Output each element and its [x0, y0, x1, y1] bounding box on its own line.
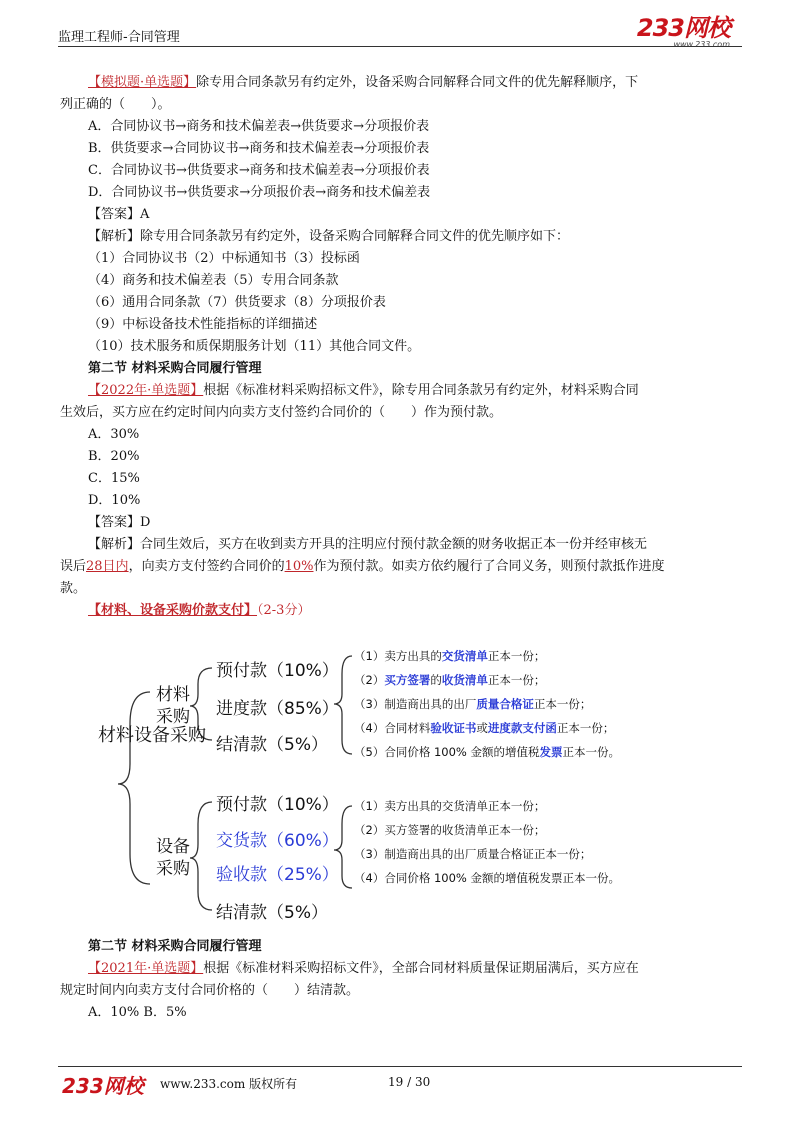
highlight-percent: 10% — [284, 559, 314, 574]
equipment-doc: （4）合同价格 100% 金额的增值税发票正本一份。 — [354, 871, 621, 885]
q1-option-b: B．供货要求→合同协议书→商务和技术偏差表→分项报价表 — [88, 141, 430, 156]
equipment-item: 结清款（5%） — [216, 903, 328, 923]
material-doc: （1）卖方出具的交货清单正本一份； — [354, 649, 546, 663]
q2-option-b: B．20% — [88, 449, 140, 464]
highlight-days: 28日内 — [86, 559, 129, 574]
q3-options: A．10% B．5% — [88, 1005, 187, 1020]
q2-tag: 【2022年·单选题】 — [88, 383, 204, 398]
logo-text: 233网校 — [636, 14, 730, 42]
q1-analysis-item: （10）技术服务和质保期服务计划（11）其他合同文件。 — [88, 339, 421, 354]
material-doc: （2）买方签署的收货清单正本一份； — [354, 673, 546, 687]
material-doc: （5）合同价格 100% 金额的增值税发票正本一份。 — [354, 745, 621, 759]
equipment-item: 交货款（60%） — [216, 831, 339, 851]
q2-option-a: A．30% — [88, 427, 140, 442]
logo-url: www.233.com — [673, 40, 730, 49]
footer-copyright: www.233.com 版权所有 — [160, 1077, 298, 1091]
q3-stem-line2: 规定时间内向卖方支付合同价格的（ ）结清款。 — [60, 983, 360, 998]
material-doc: （4）合同材料验收证书或进度款支付函正本一份； — [354, 721, 615, 735]
equipment-label: 设备采购 — [156, 837, 190, 879]
equipment-item: 验收款（25%） — [216, 865, 339, 885]
payment-diagram — [90, 644, 710, 934]
footer-divider — [58, 1066, 742, 1067]
q1-analysis-item: （4）商务和技术偏差表（5）专用合同条款 — [88, 273, 339, 288]
material-item: 进度款（85%） — [216, 699, 339, 719]
q2-analysis-line2 — [60, 556, 740, 578]
q1-stem-line2: 列正确的（ ）。 — [60, 97, 171, 112]
q2-analysis-line1 — [60, 534, 740, 556]
q1-analysis-item: （9）中标设备技术性能指标的详细描述 — [88, 317, 318, 332]
topic-score: （2-3分） — [257, 603, 311, 618]
q1-option-c: C．合同协议书→供货要求→商务和技术偏差表→分项报价表 — [88, 163, 430, 178]
page-content — [60, 72, 740, 622]
q1-analysis-item: （1）合同协议书（2）中标通知书（3）投标函 — [88, 251, 360, 266]
q2-stem-line1 — [60, 380, 740, 402]
root-brace — [118, 692, 150, 884]
topic-title: 【材料、设备采购价款支付】 — [88, 603, 258, 618]
analysis-text: ，向卖方支付签约合同价的 — [128, 559, 285, 574]
q2-analysis-text: 合同生效后，买方在收到卖方开具的注明应付预付款金额的财务收据正本一份并经审核无 — [140, 537, 648, 552]
q1-analysis: 【解析】除专用合同条款另有约定外，设备采购合同解释合同文件的优先顺序如下： — [88, 229, 570, 244]
q3-stem: 根据《标准材料采购招标文件》，全部合同材料质量保证期届满后，买方应在 — [203, 961, 639, 976]
equipment-doc: （1）卖方出具的交货清单正本一份； — [354, 799, 546, 813]
topic-heading — [60, 600, 740, 622]
q1-answer: 【答案】A — [88, 207, 150, 222]
q1-tag: 【模拟题·单选题】 — [88, 75, 197, 90]
header-title: 监理工程师-合同管理 — [58, 30, 180, 45]
q2-analysis-line3: 款。 — [60, 581, 87, 596]
q2-option-c: C．15% — [88, 471, 140, 486]
equipment-item: 预付款（10%） — [216, 795, 339, 815]
q3-stem-line1 — [60, 958, 740, 980]
q1-option-d: D．合同协议书→供货要求→分项报价表→商务和技术偏差表 — [88, 185, 431, 200]
analysis-text: 作为预付款。如卖方依约履行了合同义务，则预付款抵作进度 — [313, 559, 665, 574]
equipment-doc: （2）买方签署的收货清单正本一份； — [354, 823, 546, 837]
material-item: 结清款（5%） — [216, 735, 328, 755]
header-divider — [58, 46, 742, 47]
q2-analysis-tag: 【解析】 — [88, 537, 141, 552]
q2-answer: 【答案】D — [88, 515, 151, 530]
section-heading: 第二节 材料采购合同履行管理 — [88, 939, 262, 954]
q1-option-a: A．合同协议书→商务和技术偏差表→供货要求→分项报价表 — [88, 119, 430, 134]
analysis-text: 误后 — [60, 559, 87, 574]
equipment-doc: （3）制造商出具的出厂质量合格证正本一份； — [354, 847, 592, 861]
brand-logo — [637, 16, 730, 49]
q2-option-d: D．10% — [88, 493, 141, 508]
material-doc: （3）制造商出具的出厂质量合格证正本一份； — [354, 697, 592, 711]
q2-stem: 根据《标准材料采购招标文件》，除专用合同条款另有约定外，材料采购合同 — [203, 383, 639, 398]
q1-analysis-item: （6）通用合同条款（7）供货要求（8）分项报价表 — [88, 295, 386, 310]
q1-stem-line1 — [60, 72, 740, 94]
material-label: 材料采购 — [156, 685, 190, 727]
page-content-lower — [60, 936, 740, 1024]
root-label: 材料设备采购 — [98, 725, 206, 746]
q2-stem-line2: 生效后，买方应在约定时间内向卖方支付签约合同价的（ ）作为预付款。 — [60, 405, 503, 420]
section-heading: 第二节 材料采购合同履行管理 — [88, 361, 262, 376]
page-number: 19 / 30 — [388, 1075, 431, 1089]
footer-logo: 233网校 — [62, 1074, 144, 1098]
q3-tag: 【2021年·单选题】 — [88, 961, 204, 976]
q1-stem: 除专用合同条款另有约定外，设备采购合同解释合同文件的优先解释顺序，下 — [196, 75, 639, 90]
material-item: 预付款（10%） — [216, 661, 339, 681]
